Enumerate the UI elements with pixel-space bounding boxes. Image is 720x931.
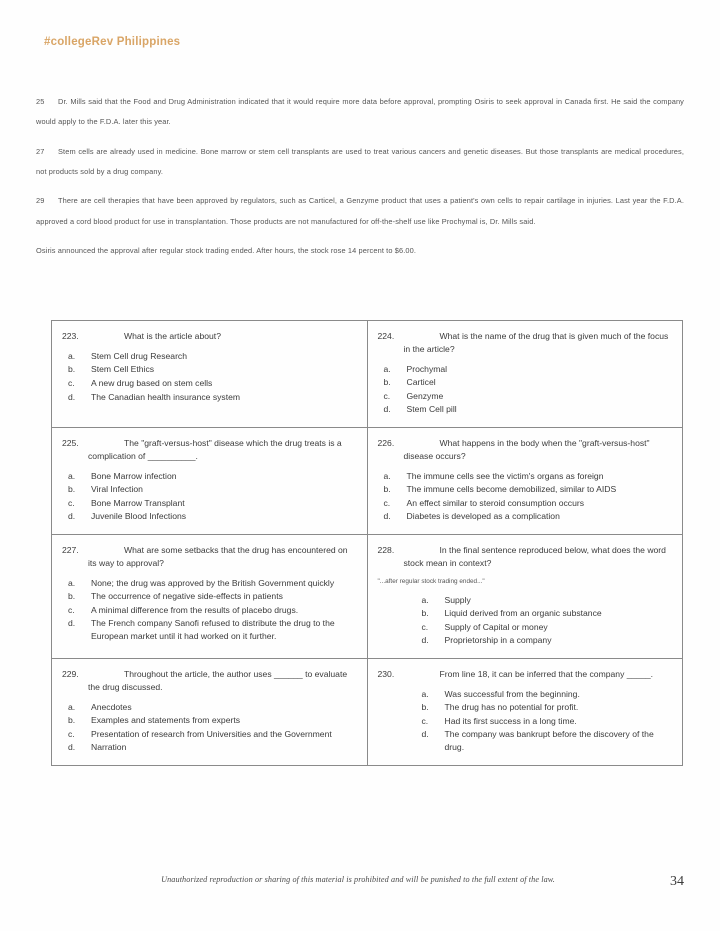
brand-header: #collegeRev Philippines	[44, 36, 181, 48]
question-heading	[62, 330, 357, 343]
choice-item[interactable]	[68, 363, 357, 376]
question-heading	[378, 437, 673, 463]
choice-text: Stem Cell pill	[406, 404, 457, 415]
question-heading	[62, 544, 357, 570]
article-paragraph	[36, 191, 684, 232]
choice-list	[62, 350, 357, 403]
choice-text: An effect similar to steroid consumption occurs	[406, 497, 585, 508]
line-number: 27	[36, 146, 45, 156]
choice-letter: b.	[68, 364, 76, 375]
choice-text: Prochymal	[406, 363, 448, 374]
choice-list	[378, 363, 673, 416]
line-number: 25	[36, 97, 45, 106]
choice-item[interactable]	[422, 634, 673, 647]
question-cell-230	[367, 658, 683, 765]
question-cell-228	[367, 534, 683, 658]
choice-item[interactable]	[68, 714, 357, 727]
paragraph-text: Osiris announced the approval after regular stock trading ended. After hours, the stock rose 14 percent to $6.00.	[36, 246, 417, 256]
choice-text: Carticel	[406, 377, 436, 388]
question-number: 227.	[62, 544, 79, 555]
choice-letter: d.	[68, 618, 76, 629]
choice-letter: c.	[68, 604, 75, 615]
paragraph-text: There are cell therapies that have been approved by regulators, such as Carticel, a Genzyme product that uses a patient's own cells to repair cartilage in injuries. Last year the F.D.A. approved a cord blood product for use in transplantation. Those products are not manufactured for off-the-shelf use like Prochymal is, Dr. Mills said.	[36, 196, 684, 226]
choice-text: The French company Sanofi refused to distribute the drug to the European market until it had worked on it further.	[91, 618, 335, 641]
choice-letter: c.	[68, 497, 75, 508]
choice-text: None; the drug was approved by the British Government quickly	[91, 577, 335, 588]
choice-text: A new drug based on stem cells	[91, 377, 213, 388]
line-number: 29	[36, 196, 45, 206]
choice-text: Proprietorship in a company	[444, 635, 552, 646]
choice-item[interactable]	[422, 621, 673, 634]
choice-letter: c.	[421, 715, 429, 726]
choice-item[interactable]	[384, 483, 673, 496]
choice-letter: d.	[421, 729, 429, 740]
choice-item[interactable]	[384, 403, 673, 416]
choice-text: Bone Marrow infection	[91, 470, 177, 481]
choice-text: Bone Marrow Transplant	[91, 497, 185, 508]
choice-text: Presentation of research from Universities and the Government	[91, 728, 332, 739]
choice-item[interactable]	[68, 604, 357, 617]
choice-text: Had its first success in a long time.	[444, 715, 577, 726]
choice-letter: b.	[421, 608, 429, 619]
choice-letter: a.	[383, 470, 391, 481]
page-number: 34	[670, 874, 684, 889]
choice-text: Liquid derived from an organic substance	[444, 608, 602, 619]
choice-letter: b.	[383, 377, 391, 388]
choice-letter: c.	[383, 497, 391, 508]
choice-text: Supply of Capital or money	[444, 621, 548, 632]
question-number: 225.	[62, 437, 79, 448]
question-row	[52, 534, 683, 658]
choice-text: Examples and statements from experts	[91, 715, 241, 726]
question-prompt: What are some setbacks that the drug has encountered on its way to approval?	[88, 544, 348, 568]
question-number: 230.	[377, 668, 395, 679]
choice-item[interactable]	[422, 715, 673, 728]
article-body	[36, 92, 684, 271]
choice-item[interactable]	[422, 728, 673, 753]
question-cell-223	[52, 321, 368, 428]
choice-letter: a.	[68, 701, 76, 712]
choice-letter: b.	[68, 591, 76, 602]
paragraph-text: Dr. Mills said that the Food and Drug Administration indicated that it would require more data before approval, prompting Osiris to seek approval in Canada first. He said the company would apply to the F.D.A. later this year.	[36, 97, 684, 127]
choice-item[interactable]	[68, 483, 357, 496]
choice-item[interactable]	[68, 470, 357, 483]
choice-letter: c.	[383, 390, 391, 401]
question-prompt: What is the article about?	[124, 331, 221, 341]
choice-item[interactable]	[68, 617, 357, 642]
choice-text: Narration	[91, 742, 127, 753]
copyright-notice: Unauthorized reproduction or sharing of this material is prohibited and will be punished to the full extent of the law.	[161, 875, 555, 884]
choice-letter: c.	[68, 728, 75, 739]
choice-letter: a.	[68, 577, 76, 588]
question-row	[52, 658, 683, 765]
choice-item[interactable]	[68, 701, 357, 714]
question-number: 224.	[377, 331, 395, 341]
choice-text: Stem Cell Ethics	[91, 364, 155, 375]
question-grid	[51, 320, 683, 766]
choice-item[interactable]	[68, 741, 357, 754]
choice-item[interactable]	[422, 701, 673, 714]
question-row	[52, 321, 683, 428]
choice-text: The immune cells see the victim's organs as foreign	[406, 470, 604, 481]
choice-letter: b.	[421, 702, 429, 713]
choice-list	[378, 594, 673, 647]
question-quote: "...after regular stock trading ended..."	[377, 577, 485, 585]
choice-list	[62, 577, 357, 643]
article-paragraph	[36, 241, 684, 261]
choice-text: Stem Cell drug Research	[91, 350, 188, 361]
question-row	[52, 427, 683, 534]
choice-item[interactable]	[422, 607, 673, 620]
choice-item[interactable]	[384, 390, 673, 403]
choice-letter: a.	[383, 363, 391, 374]
article-paragraph	[36, 92, 684, 133]
choice-item[interactable]	[68, 577, 357, 590]
question-cell-229	[52, 658, 368, 765]
question-heading	[378, 668, 673, 681]
choice-text: A minimal difference from the results of placebo drugs.	[91, 604, 299, 615]
question-prompt: The "graft-versus-host" disease which the drug treats is a complication of __________.	[88, 437, 342, 461]
choice-item[interactable]	[68, 350, 357, 363]
choice-letter: d.	[68, 391, 76, 402]
question-cell-224	[367, 321, 683, 428]
choice-item[interactable]	[68, 497, 357, 510]
choice-letter: c.	[421, 621, 429, 632]
choice-text: Genzyme	[406, 390, 444, 401]
choice-letter: d.	[68, 742, 76, 753]
choice-text: Supply	[444, 594, 471, 605]
choice-list	[62, 701, 357, 754]
choice-text: Viral Infection	[91, 484, 143, 495]
question-cell-226	[367, 427, 683, 534]
choice-text: The company was bankrupt before the discovery of the drug.	[444, 729, 654, 752]
choice-text: The occurrence of negative side-effects in patients	[91, 591, 283, 602]
question-cell-227	[52, 534, 368, 658]
choice-item[interactable]	[384, 363, 673, 376]
choice-letter: d.	[421, 635, 429, 646]
choice-letter: d.	[383, 511, 391, 522]
question-heading	[62, 668, 357, 694]
choice-letter: a.	[68, 470, 76, 481]
choice-text: The drug has no potential for profit.	[444, 702, 579, 713]
choice-item[interactable]	[422, 688, 673, 701]
choice-letter: b.	[68, 715, 76, 726]
question-heading	[378, 330, 673, 356]
paragraph-text: Stem cells are already used in medicine. Bone marrow or stem cell transplants are used to treat various cancers and genetic diseases. But those transplants are medical procedures, not products sold by a drug company.	[36, 146, 684, 177]
question-prompt: In the final sentence reproduced below, what does the word stock mean in context?	[403, 544, 666, 568]
choice-item[interactable]	[384, 470, 673, 483]
choice-letter: d.	[68, 511, 76, 522]
choice-letter: d.	[383, 404, 391, 415]
choice-letter: a.	[421, 594, 429, 605]
question-prompt: Throughout the article, the author uses ______ to evaluate the drug discussed.	[88, 668, 348, 692]
question-number: 229.	[62, 668, 79, 679]
choice-item[interactable]	[68, 590, 357, 603]
question-prompt: What is the name of the drug that is given much of the focus in the article?	[403, 331, 669, 354]
question-heading	[378, 544, 673, 570]
question-prompt: What happens in the body when the "graft-versus-host" disease occurs?	[403, 437, 650, 461]
question-cell-225	[52, 427, 368, 534]
question-number: 226.	[377, 437, 395, 448]
choice-text: The Canadian health insurance system	[91, 391, 241, 402]
choice-text: Anecdotes	[91, 701, 132, 712]
choice-letter: a.	[421, 688, 429, 699]
choice-item[interactable]	[422, 594, 673, 607]
question-heading	[62, 437, 357, 463]
article-paragraph	[36, 142, 684, 183]
choice-letter: b.	[383, 484, 391, 495]
choice-item[interactable]	[68, 728, 357, 741]
question-number: 223.	[62, 331, 79, 341]
choice-item[interactable]	[68, 391, 357, 404]
choice-item[interactable]	[384, 510, 673, 523]
choice-item[interactable]	[68, 377, 357, 390]
choice-list	[378, 470, 673, 523]
choice-text: Diabetes is developed as a complication	[406, 511, 560, 522]
choice-item[interactable]	[384, 376, 673, 389]
choice-text: Juvenile Blood Infections	[91, 511, 187, 522]
question-number: 228.	[377, 544, 395, 555]
choice-text: Was successful from the beginning.	[444, 688, 580, 699]
choice-list	[378, 688, 673, 754]
choice-text: The immune cells become demobilized, similar to AIDS	[406, 484, 617, 495]
choice-letter: b.	[68, 484, 76, 495]
question-prompt: From line 18, it can be inferred that the company _____.	[439, 668, 654, 679]
choice-letter: c.	[68, 377, 75, 388]
choice-item[interactable]	[68, 510, 357, 523]
choice-item[interactable]	[384, 497, 673, 510]
choice-list	[62, 470, 357, 523]
choice-letter: a.	[68, 350, 76, 361]
